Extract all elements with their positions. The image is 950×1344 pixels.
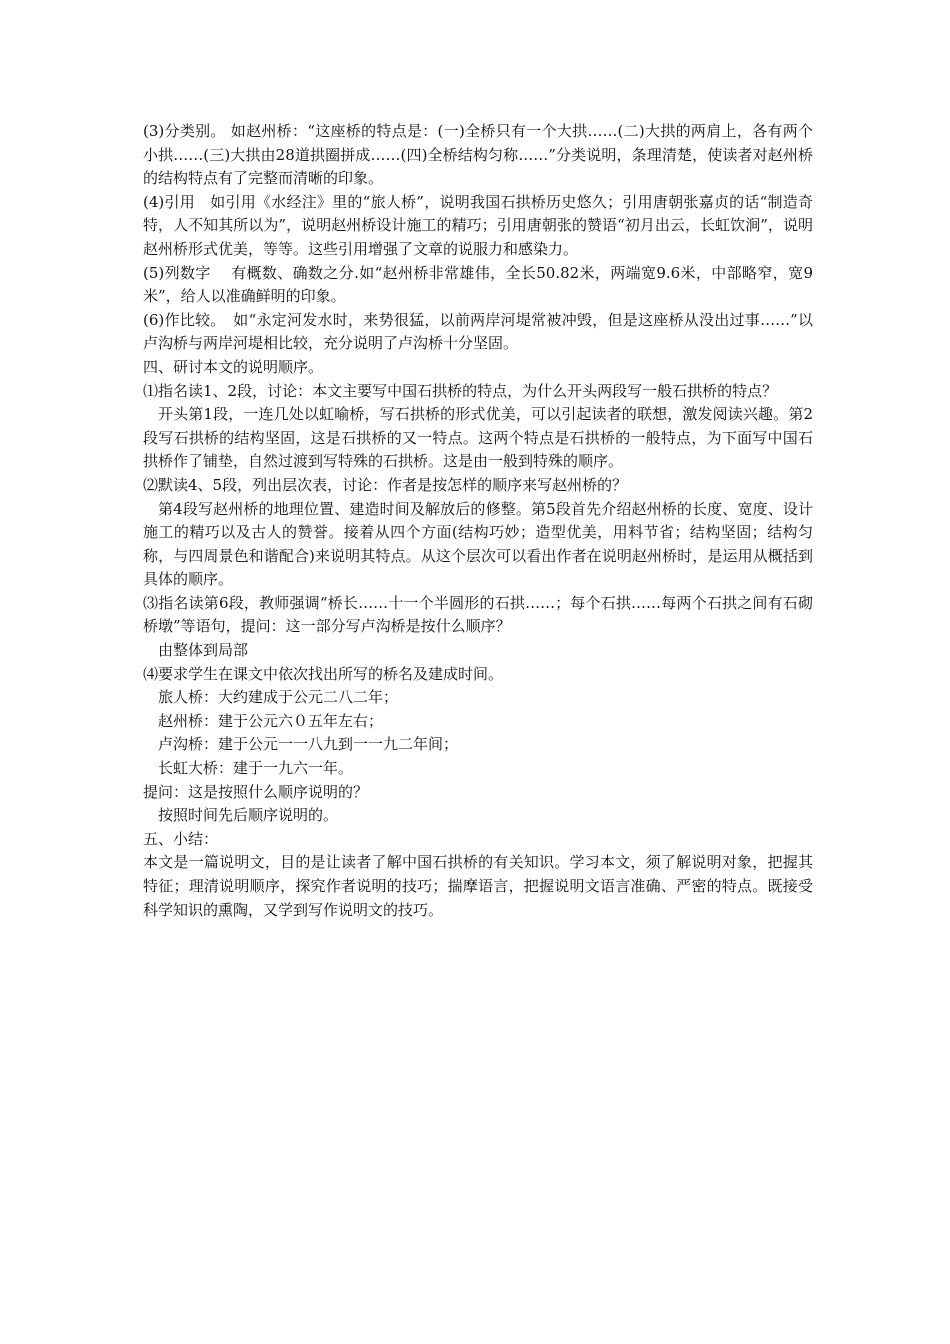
bridge-item-lugou: 卢沟桥：建于公元一一八九到一一九二年间； [158, 735, 459, 754]
paragraph-numbers: (5)列数字 有概数、确数之分.如“赵州桥非常雄伟，全长50.82米，两端宽9.6米，中部略窄，宽9米”，给人以准确鲜明的印象。 [143, 263, 813, 306]
answer-1: 开头第1段，一连几处以虹喻桥，写石拱桥的形式优美，可以引起读者的联想，激发阅读兴趣。第2段写石拱桥的结构坚固，这是石拱桥的又一特点。这两个特点是石拱桥的一般特点，为下面写中国石拱桥作了铺垫，自然过渡到写特殊的石拱桥。这是由一般到特殊的顺序。 [143, 405, 813, 471]
summary-paragraph: 本文是一篇说明文，目的是让读者了解中国石拱桥的有关知识。学习本文，须了解说明对象，把握其特征；理清说明顺序，探究作者说明的技巧；揣摩语言，把握说明文语言准确、严密的特点。既接受科学知识的熏陶，又学到写作说明文的技巧。 [143, 853, 813, 919]
document-body [143, 120, 813, 922]
question-5: 提问：这是按照什么顺序说明的？ [143, 782, 369, 801]
answer-3: 由整体到局部 [158, 641, 249, 660]
question-2: ⑵默读4、5段，列出层次表，讨论：作者是按怎样的顺序来写赵州桥的？ [143, 475, 628, 494]
question-1: ⑴指名读1、2段，讨论：本文主要写中国石拱桥的特点，为什么开头两段写一般石拱桥的特点？ [143, 381, 778, 400]
question-4: ⑷要求学生在课文中依次找出所写的桥名及建成时间。 [143, 664, 504, 683]
bridge-item-lvren: 旅人桥：大约建成于公元二八二年； [158, 688, 399, 707]
answer-5: 按照时间先后顺序说明的。 [158, 806, 339, 825]
section-heading-summary: 五、小结： [143, 829, 219, 848]
paragraph-citation: (4)引用 如引用《水经注》里的“旅人桥”，说明我国石拱桥历史悠久；引用唐朝张嘉贞的话“制造奇特，人不知其所以为”，说明赵州桥设计施工的精巧；引用唐朝张的赞语“初月出云，长虹饮涧”，说明赵州桥形式优美，等等。这些引用增强了文章的说服力和感染力。 [143, 192, 813, 258]
paragraph-comparison: (6)作比较。 如“永定河发水时，来势很猛，以前两岸河堤常被冲毁，但是这座桥从没出过事……”以卢沟桥与两岸河堤相比较，充分说明了卢沟桥十分坚固。 [143, 310, 813, 353]
question-3: ⑶指名读第6段，教师强调“桥长……十一个半圆形的石拱……；每个石拱……每两个石拱之间有石砌桥墩”等语句，提问：这一部分写卢沟桥是按什么顺序？ [143, 593, 813, 636]
bridge-item-changhong: 长虹大桥：建于一九六一年。 [158, 759, 354, 778]
bridge-item-zhaozhou: 赵州桥：建于公元六０五年左右； [158, 711, 384, 730]
paragraph-classification: (3)分类别。 如赵州桥：“这座桥的特点是：(一)全桥只有一个大拱……(二)大拱的两肩上，各有两个小拱……(三)大拱由28道拱圈拼成……(四)全桥结构匀称……”分类说明，条理清楚，使读者对赵州桥的结构特点有了完整而清晰的印象。 [143, 122, 813, 188]
section-heading-order: 四、研讨本文的说明顺序。 [143, 357, 324, 376]
answer-2: 第4段写赵州桥的地理位置、建造时间及解放后的修整。第5段首先介绍赵州桥的长度、宽度、设计施工的精巧以及古人的赞誉。接着从四个方面(结构巧妙；造型优美，用料节省；结构坚固；结构匀称，与四周景色和谐配合)来说明其特点。从这个层次可以看出作者在说明赵州桥时，是运用从概括到具体的顺序。 [143, 499, 813, 589]
